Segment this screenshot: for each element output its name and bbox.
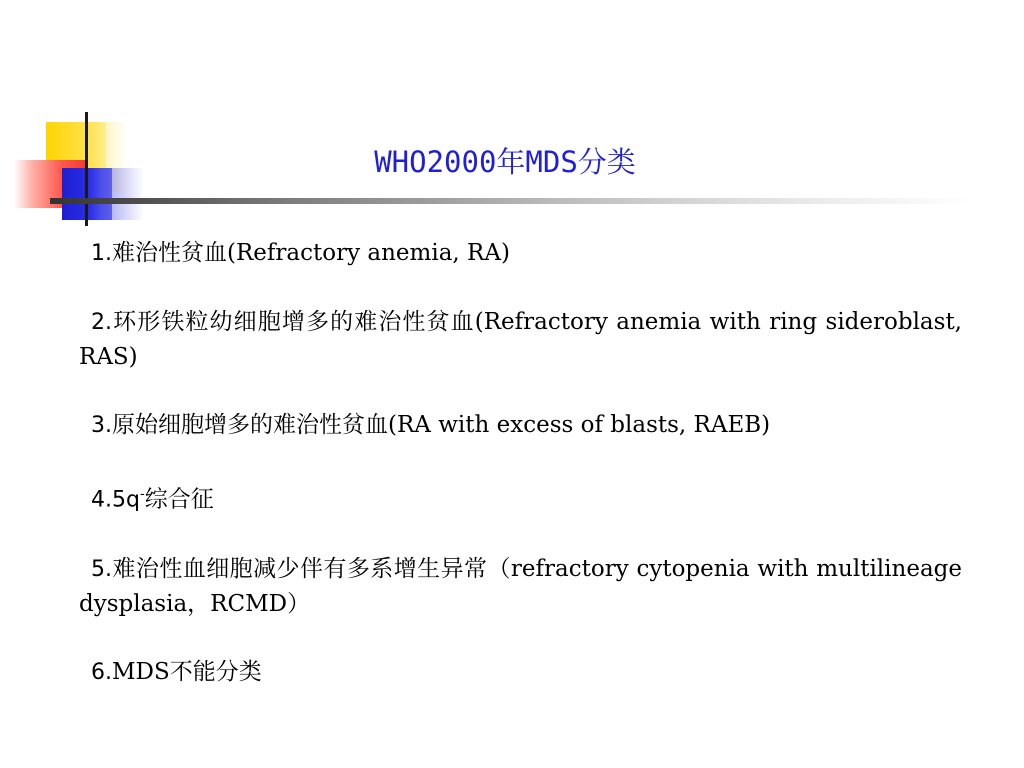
item-number: 1. <box>91 241 112 266</box>
item-number: 6. <box>91 659 112 685</box>
classification-list <box>79 236 962 724</box>
item-number: 4. <box>91 487 112 513</box>
list-item <box>79 477 962 518</box>
item-text-5q: 5q <box>112 487 140 513</box>
item-text-superscript: - <box>139 486 145 502</box>
corner-decoration <box>0 0 180 240</box>
item-number: 5. <box>91 556 112 582</box>
list-item <box>79 236 962 271</box>
item-text-syndrome: 综合征 <box>144 486 214 513</box>
list-item <box>79 655 962 690</box>
list-item <box>79 552 962 621</box>
item-text: 难治性血细胞减少伴有多系增生异常（refractory cytopenia with multilineage dysplasia，RCMD） <box>79 555 962 617</box>
item-text: 环形铁粒幼细胞增多的难治性贫血(Refractory anemia with ring sideroblast, RAS) <box>79 309 962 370</box>
item-text: 原始细胞增多的难治性贫血(RA with excess of blasts, RAEB) <box>112 412 771 438</box>
item-text: 难治性贫血(Refractory anemia, RA) <box>112 240 510 266</box>
list-item <box>79 305 962 374</box>
slide-title: WHO2000年MDS分类 <box>374 145 636 179</box>
blue-fade-decoration <box>100 168 144 220</box>
item-number: 3. <box>91 413 112 438</box>
list-item <box>79 408 962 443</box>
item-number: 2. <box>91 310 112 335</box>
vertical-divider <box>85 112 88 226</box>
item-text: MDS不能分类 <box>112 658 262 685</box>
title-underline <box>50 198 970 204</box>
